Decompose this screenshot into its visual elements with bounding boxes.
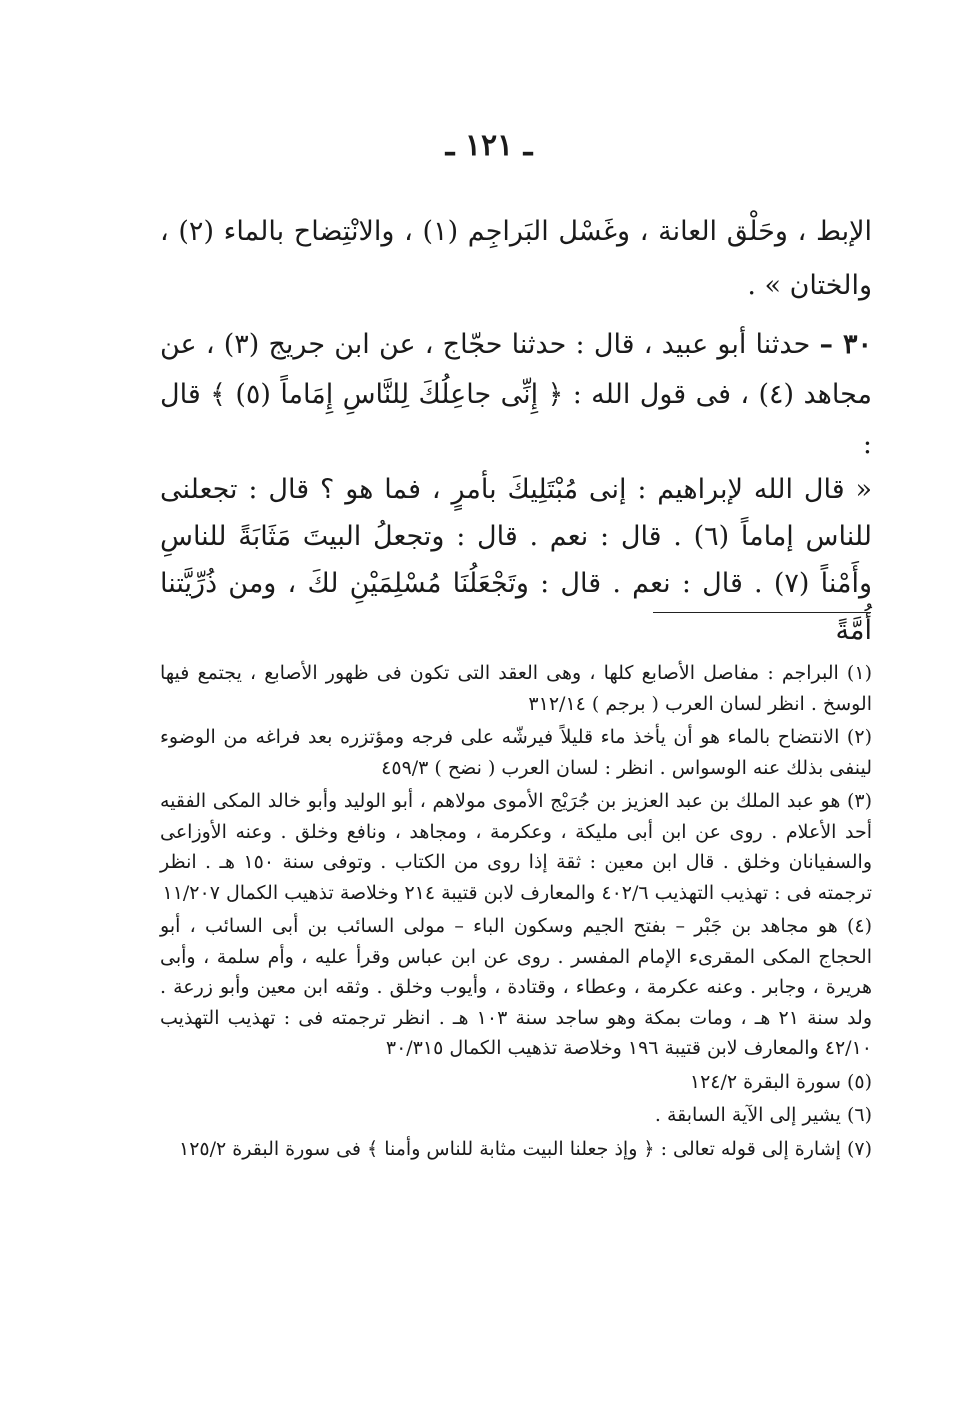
footnote-separator [653,612,871,613]
footnote-2: (٢) الانتضاح بالماء هو أن يأخذ ماء قليلاً فيرشّه على فرجه ومؤتزره بعد فراغه من الوضوء لينفى بذلك عنه الوسواس . انظر : لسان العرب ( نضح ) ٤٥٩/٣ [160,726,872,779]
footnote-1: (١) البراجم : مفاصل الأصابع كلها ، وهى العقد التى تكون فى ظهور الأصابع ، يجتمع فيها الوسخ . انظر لسان العرب ( برجم ) ٣١٢/١٤ [160,662,872,715]
footnote-3: (٣) هو عبد الملك بن عبد العزيز بن جُرَيْج الأموى مولاهم ، أبو الوليد وأبو خالد المكى الفقيه أحد الأعلام . روى عن ابن أبى مليكة ، وعكرمة ، ومجاهد ، ونافع وخلق . وعنه الأوزاعى والسفيانان وخلق . قال ابن معين : ثقة إذا روى من الكتاب . وتوفى سنة ١٥٠ هـ . انظر ترجمته فى : تهذيب التهذيب ٤٠٢/٦ والمعارف لابن قتيبة ٢١٤ وخلاصة تذهيب الكمال ١١/٢٠٧ [160,790,872,904]
paragraph-2-number: ٣٠ – [819,329,872,360]
paragraph-2-body [160,320,872,470]
footnotes [160,658,872,1164]
paragraph-2-text: حدثنا أبو عبيد ، قال : حدثنا حجّاج ، عن ابن جريج (٣) ، عن مجاهد (٤) ، فى قول الله : ﴿ إِنِّى جاعِلُكَ لِلنَّاسِ إِمَاماً (٥) ﴾ قال : [160,329,872,460]
footnote-4: (٤) هو مجاهد بن جَبْر – بفتح الجيم وسكون الباء – مولى السائب بن أبى السائب ، أبو الحجاج المكى المقرىء الإمام المفسر . روى عن ابن عباس وقرأ عليه ، وأم سلمة ، وأبى هريرة ، وجابر . وعنه عكرمة ، وعطاء ، وقتادة ، وأيوب وخلق . وثقه ابن معين وأبو زرعة . ولد سنة ٢١ هـ ، ومات بمكة وهو ساجد سنة ١٠٣ هـ . انظر ترجمته فى : تهذيب التهذيب ٤٢/١٠ والمعارف لابن قتيبة ١٩٦ وخلاصة تذهيب الكمال ٣٠/٣١٥ [160,915,873,1059]
footnote-7: (٧) إشارة إلى قوله تعالى : ﴿ وإذ جعلنا البيت مثابة للناس وأمنا ﴾ فى سورة البقرة ١٢٥/٢ [179,1137,872,1160]
paragraph-3-text: « قال الله لإبراهيم : إنى مُبْتَلِيكَ بأمرٍ ، فما هو ؟ قال : تجعلنى للناس إماماً (٦) . قال : نعم . قال : وتجعلُ البيتَ مَثَابَةً للناسِ وأَمْناً (٧) . قال : نعم . قال : وتَجْعَلُنَا مُسْلِمَيْنِ لكَ ، ومن ذُرِّيَّتنا أُمَّةً [160,474,873,646]
paragraph-1-text: الإبط ، وحَلْق العانة ، وغَسْل البَراجِم (١) ، والانْتِضاح بالماء (٢) ، والختان » . [160,216,872,301]
footnote-5: (٥) سورة البقرة ١٢٤/٢ [689,1070,872,1093]
paragraph-2 [160,320,872,470]
paragraph-1 [160,205,872,313]
page-number: ـ ١٢١ ـ [445,128,533,163]
paragraph-3 [160,466,872,654]
footnote-6: (٦) يشير إلى الآية السابقة . [654,1104,872,1126]
